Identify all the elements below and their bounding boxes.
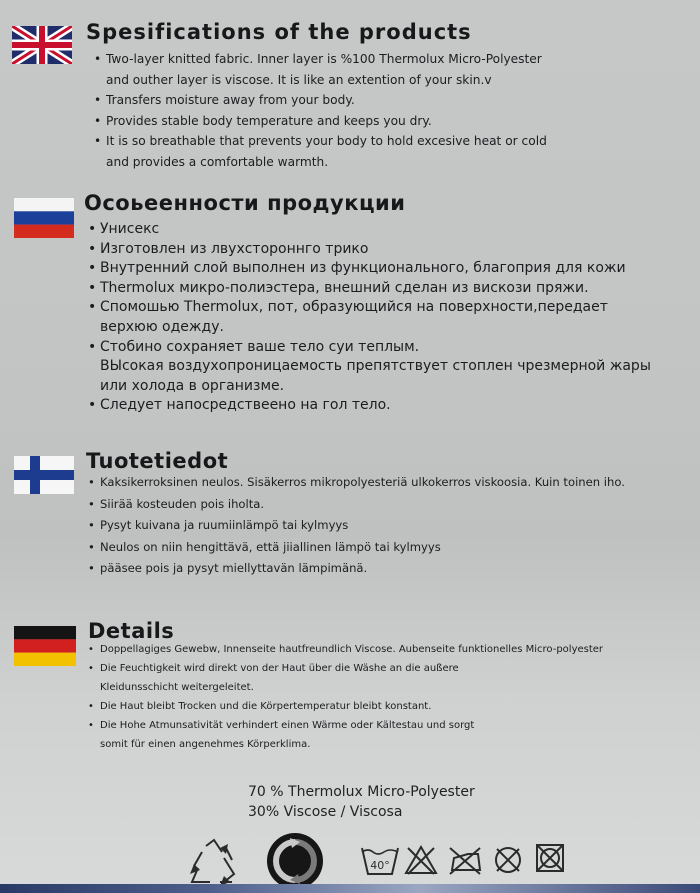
list-item: • Die Feuchtigkeit wird direkt von der Haut über die Wäshe an die außere Kleidunsschicht weitergeleitet. — [88, 659, 603, 697]
recycle-icon — [180, 838, 246, 888]
finland-flag-icon — [14, 456, 74, 494]
list-item: • Die Haut bleibt Trocken und die Körpertemperatur bleibt konstant. — [88, 697, 603, 716]
do-not-dry-clean-icon — [492, 844, 524, 876]
section-title: Осоьеенности продукции — [84, 191, 406, 215]
section-english — [0, 18, 700, 178]
composition-line: 70 % Thermolux Micro-Polyester — [248, 784, 475, 800]
list-item: • Изготовлен из лвухстороннго трико — [88, 240, 651, 260]
composition-line: 30% Viscose / Viscosa — [248, 804, 403, 820]
list-item: • Следует напосредствеено на гол тело. — [88, 396, 651, 416]
section-title: Spesifications of the products — [86, 20, 472, 44]
list-item: • Pysyt kuivana ja ruumiinlämpö tai kylmyys — [88, 515, 625, 537]
list-item: • Kaksikerroksinen neulos. Sisäkerros mikropolyesteriä ulkokerros viskoosia. Kuin toinen iho. — [88, 472, 625, 494]
care-symbols-row — [180, 832, 580, 890]
spec-list — [94, 49, 547, 172]
list-item: • Provides stable body temperature and keeps you dry. — [94, 111, 547, 132]
do-not-bleach-icon — [404, 844, 438, 876]
taskbar-strip — [0, 884, 700, 893]
list-item: • Siirää kosteuden pois iholta. — [88, 494, 625, 516]
spec-list — [88, 472, 625, 580]
uk-flag-icon — [12, 26, 72, 64]
list-item: • Two-layer knitted fabric. Inner layer is %100 Thermolux Micro-Polyester and outher layer is viscose. It is like an extention of your skin.v — [94, 49, 547, 90]
do-not-iron-icon — [446, 844, 484, 876]
list-item: • Die Hohe Atmunsativität verhindert einen Wärme oder Kältestau und sorgt somit für einen angenehmes Körperklima. — [88, 716, 603, 754]
fabric-composition — [248, 782, 475, 822]
green-dot-icon — [266, 832, 324, 890]
wash-temp-label: 40° — [370, 859, 390, 872]
section-title: Details — [88, 619, 175, 643]
list-item: • Стобино сохраняет ваше тело суи теплым. ВЫсокая воздухопроницаемость препятствует стоплен чрезмерной жары или холода в организме. — [88, 338, 651, 397]
list-item: • It is so breathable that prevents your body to hold excesive heat or cold and provides a comfortable warmth. — [94, 131, 547, 172]
russia-flag-icon — [14, 198, 74, 238]
list-item: • pääsee pois ja pysyt miellyttavän lämpimänä. — [88, 558, 625, 580]
list-item: • Спомошью Thermolux, пот, образующийся на поверхности,передает верхюю одежду. — [88, 298, 651, 337]
wash-40-icon — [360, 844, 400, 878]
section-german — [0, 618, 700, 758]
do-not-tumble-dry-icon — [534, 842, 566, 874]
list-item: • Doppellagiges Gewebw, Innenseite hautfreundlich Viscose. Aubenseite funktionelles Micro-polyester — [88, 640, 603, 659]
list-item: • Neulos on niin hengittävä, että jiiallinen lämpö tai kylmyys — [88, 537, 625, 559]
spec-list — [88, 220, 651, 416]
list-item: • Transfers moisture away from your body. — [94, 90, 547, 111]
spec-list — [88, 640, 603, 754]
section-finnish — [0, 448, 700, 583]
germany-flag-icon — [14, 626, 76, 666]
list-item: • Внутренний слой выполнен из функционального, благоприя для кожи — [88, 259, 651, 279]
list-item: • Унисекс — [88, 220, 651, 240]
section-title: Tuotetiedot — [86, 449, 229, 473]
list-item: • Thermolux микро-полиэстера, внешний сделан из вискози пряжи. — [88, 279, 651, 299]
section-russian — [0, 190, 700, 420]
